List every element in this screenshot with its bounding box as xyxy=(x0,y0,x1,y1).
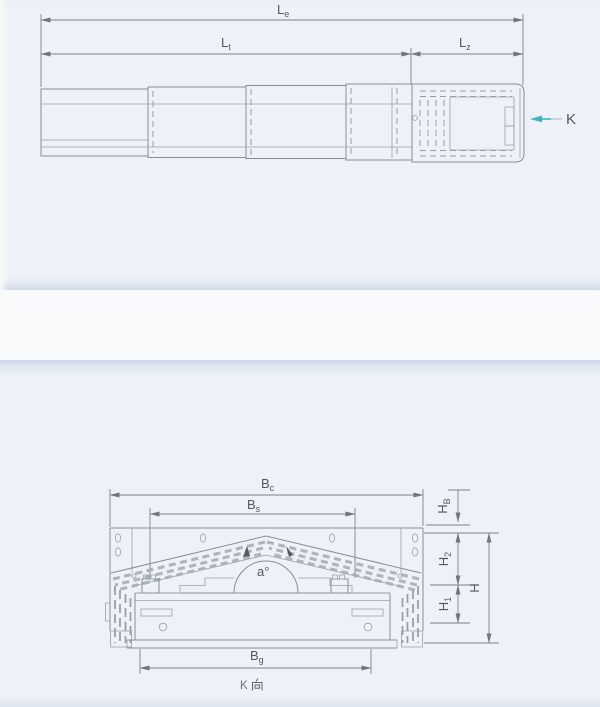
view-k-direction xyxy=(530,111,576,128)
dim-h-label: H xyxy=(467,583,482,593)
dim-bg xyxy=(140,648,371,674)
angle-label: a° xyxy=(257,564,270,579)
page-top-panel xyxy=(0,0,600,290)
dim-h2-label: $H_2$ xyxy=(436,551,453,567)
dim-lz-label: $L_z$ xyxy=(459,35,471,52)
cover-side-view xyxy=(41,84,524,162)
dim-lt-label: $L_t$ xyxy=(221,35,231,52)
dim-bc-label: $B_c$ xyxy=(261,476,275,493)
section-view-drawing xyxy=(0,360,600,707)
view-direction-arrow-icon xyxy=(530,116,542,123)
dim-bg-label: $B_g$ xyxy=(250,648,264,665)
dim-lz xyxy=(411,35,523,54)
dim-lt xyxy=(41,35,411,84)
dim-h1 xyxy=(436,585,458,623)
dim-h xyxy=(467,533,489,643)
side-skirts xyxy=(111,586,423,647)
carriage xyxy=(127,574,402,648)
cover-end-box xyxy=(412,84,524,162)
page-bottom-panel xyxy=(0,360,600,707)
xiang-character-glyph xyxy=(253,679,263,691)
mount-holes xyxy=(115,534,417,556)
dim-bc xyxy=(110,476,423,527)
dim-le xyxy=(41,2,523,87)
view-k-caption xyxy=(240,679,262,693)
view-k-letter: K xyxy=(566,111,577,128)
dim-bs-label: $B_s$ xyxy=(247,497,261,514)
view-k-caption-letter: K xyxy=(240,680,248,692)
dim-h2 xyxy=(436,533,458,585)
dim-hb-label: $H_B$ xyxy=(435,498,452,514)
top-view-drawing xyxy=(0,0,600,290)
angle-annotation xyxy=(234,561,298,593)
dim-le-label: $L_e$ xyxy=(277,2,290,19)
dim-h1-label: $H_1$ xyxy=(436,596,453,612)
page-gap xyxy=(0,290,600,360)
dim-hb xyxy=(435,490,458,522)
